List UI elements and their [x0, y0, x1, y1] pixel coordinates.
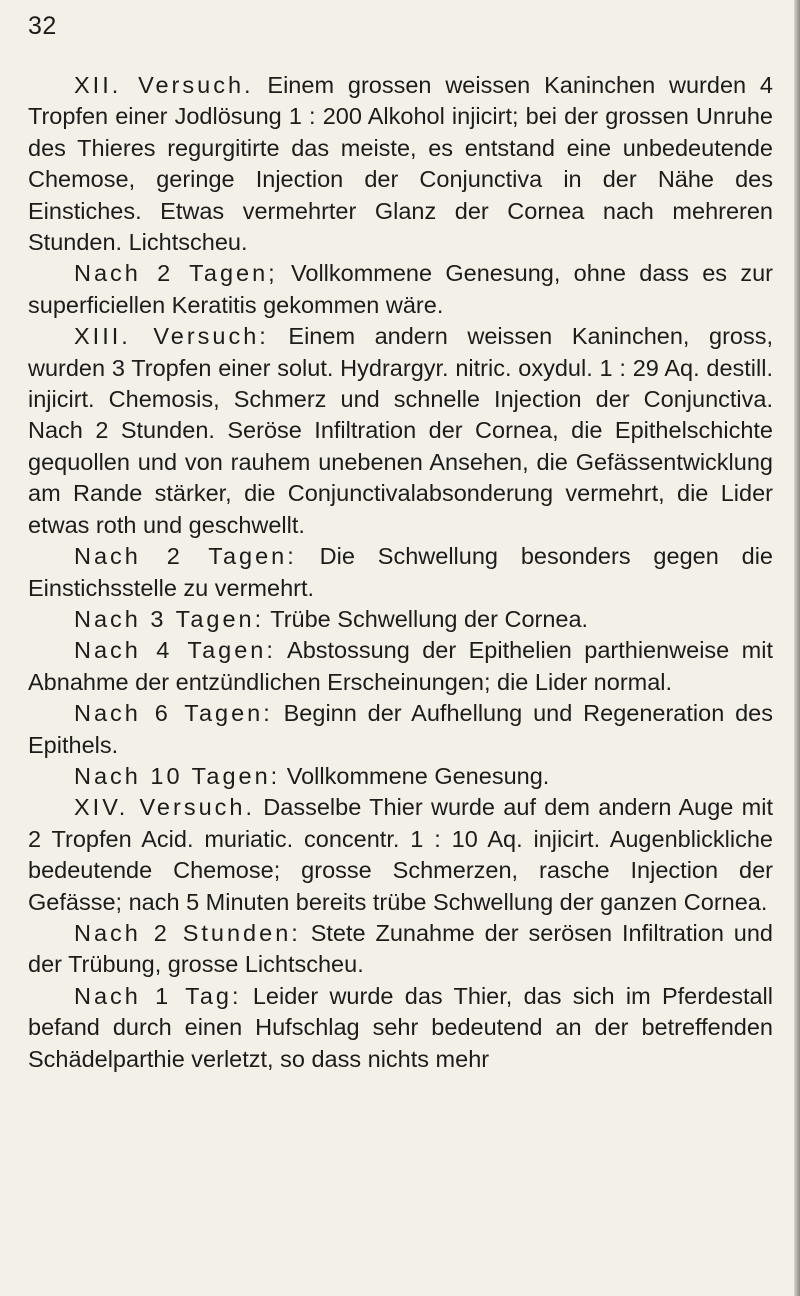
paragraph-label: XIII. Versuch:	[74, 323, 269, 350]
paragraph-label: XII. Versuch.	[74, 72, 254, 98]
paragraph-text: Stete Zunahme der serösen Infiltration und der Trübung, grosse Lichtscheu.	[28, 919, 773, 978]
paragraph-label: Nach 3 Tagen:	[74, 605, 265, 632]
body-text	[28, 70, 773, 1075]
paragraph-text: Abstossung der Epithelien parthienweise mit Abnahme der entzündlichen Erscheinungen; die Lider normal.	[28, 637, 773, 695]
page-number: 32	[28, 12, 57, 40]
paragraph-label: XIV. Versuch.	[74, 794, 255, 821]
paragraph-text: Leider wurde das Thier, das sich im Pferdestall befand durch einen Hufschlag sehr bedeutend an der betreffenden Schädelparthie verletzt, so dass nichts mehr	[28, 982, 773, 1072]
paragraph-text: Dasselbe Thier wurde auf dem andern Auge mit 2 Tropfen Acid. muriatic. concentr. 1 : 10 Aq. injicirt. Augenblickliche bedeutende Chemose; grosse Schmerzen, rasche Injection der Gefässe; nach 5 Minuten bereits trübe Schwellung der ganzen Cornea.	[28, 794, 773, 915]
paragraph-xiii-nach-4-tagen	[28, 635, 773, 698]
paragraph-xii-versuch	[28, 70, 773, 258]
paragraph-xiv-nach-2-stunden	[28, 918, 773, 981]
paragraph-text: Beginn der Aufhellung und Regeneration des Epithels.	[28, 700, 774, 758]
paragraph-text: Einem grossen weissen Kaninchen wurden 4 Tropfen einer Jodlösung 1 : 200 Alkohol injicirt; bei der grossen Unruhe des Thieres regurgitirte das meiste, es entstand eine unbedeutende Chemose, geringe Injection der Conjunctiva in der Nähe des Einstiches. Etwas vermehrter Glanz der Cornea nach mehreren Stunden. Lichtscheu.	[28, 72, 774, 256]
paragraph-xiv-versuch	[28, 792, 773, 918]
paragraph-label: Nach 10 Tagen:	[74, 762, 281, 789]
paragraph-label: Nach 1 Tag:	[74, 982, 242, 1009]
paragraph-text: Vollkommene Genesung.	[280, 762, 550, 789]
paragraph-text: Die Schwellung besonders gegen die Einstichsstelle zu vermehrt.	[28, 543, 774, 601]
paragraph-xiv-nach-1-tag	[28, 981, 773, 1075]
paragraph-label: Nach 2 Tagen;	[74, 260, 278, 287]
paragraph-xiii-versuch	[28, 321, 773, 541]
paragraph-label: Nach 2 Stunden:	[74, 919, 301, 946]
paragraph-xii-nach-2-tagen	[28, 258, 773, 321]
paragraph-xiii-nach-3-tagen	[28, 604, 773, 635]
paragraph-xiii-nach-2-tagen	[28, 541, 773, 604]
paragraph-label: Nach 6 Tagen:	[74, 700, 273, 727]
paragraph-text: Einem andern weissen Kaninchen, gross, wurden 3 Tropfen einer solut. Hydrargyr. nitric. oxydul. 1 : 29 Aq. destill. injicirt. Chemosis, Schmerz und schnelle Injection der Conjunctiva. Nach 2 Stunden. Seröse Infiltration der Cornea, die Epithelschichte gequollen und von rauhem unebenen Ansehen, die Gefässentwicklung am Rande stärker, die Conjunctivalabsonderung vermehrt, die Lider etwas roth und geschwellt.	[28, 323, 774, 538]
paragraph-xiii-nach-6-tagen	[28, 698, 773, 761]
paragraph-xiii-nach-10-tagen	[28, 761, 773, 792]
page-edge-shadow	[794, 0, 800, 1296]
paragraph-label: Nach 4 Tagen:	[74, 637, 276, 664]
paragraph-label: Nach 2 Tagen:	[74, 543, 297, 570]
paragraph-text: Trübe Schwellung der Cornea.	[264, 605, 589, 632]
paragraph-text: Vollkommene Genesung, ohne dass es zur superficiellen Keratitis gekommen wäre.	[28, 260, 773, 318]
